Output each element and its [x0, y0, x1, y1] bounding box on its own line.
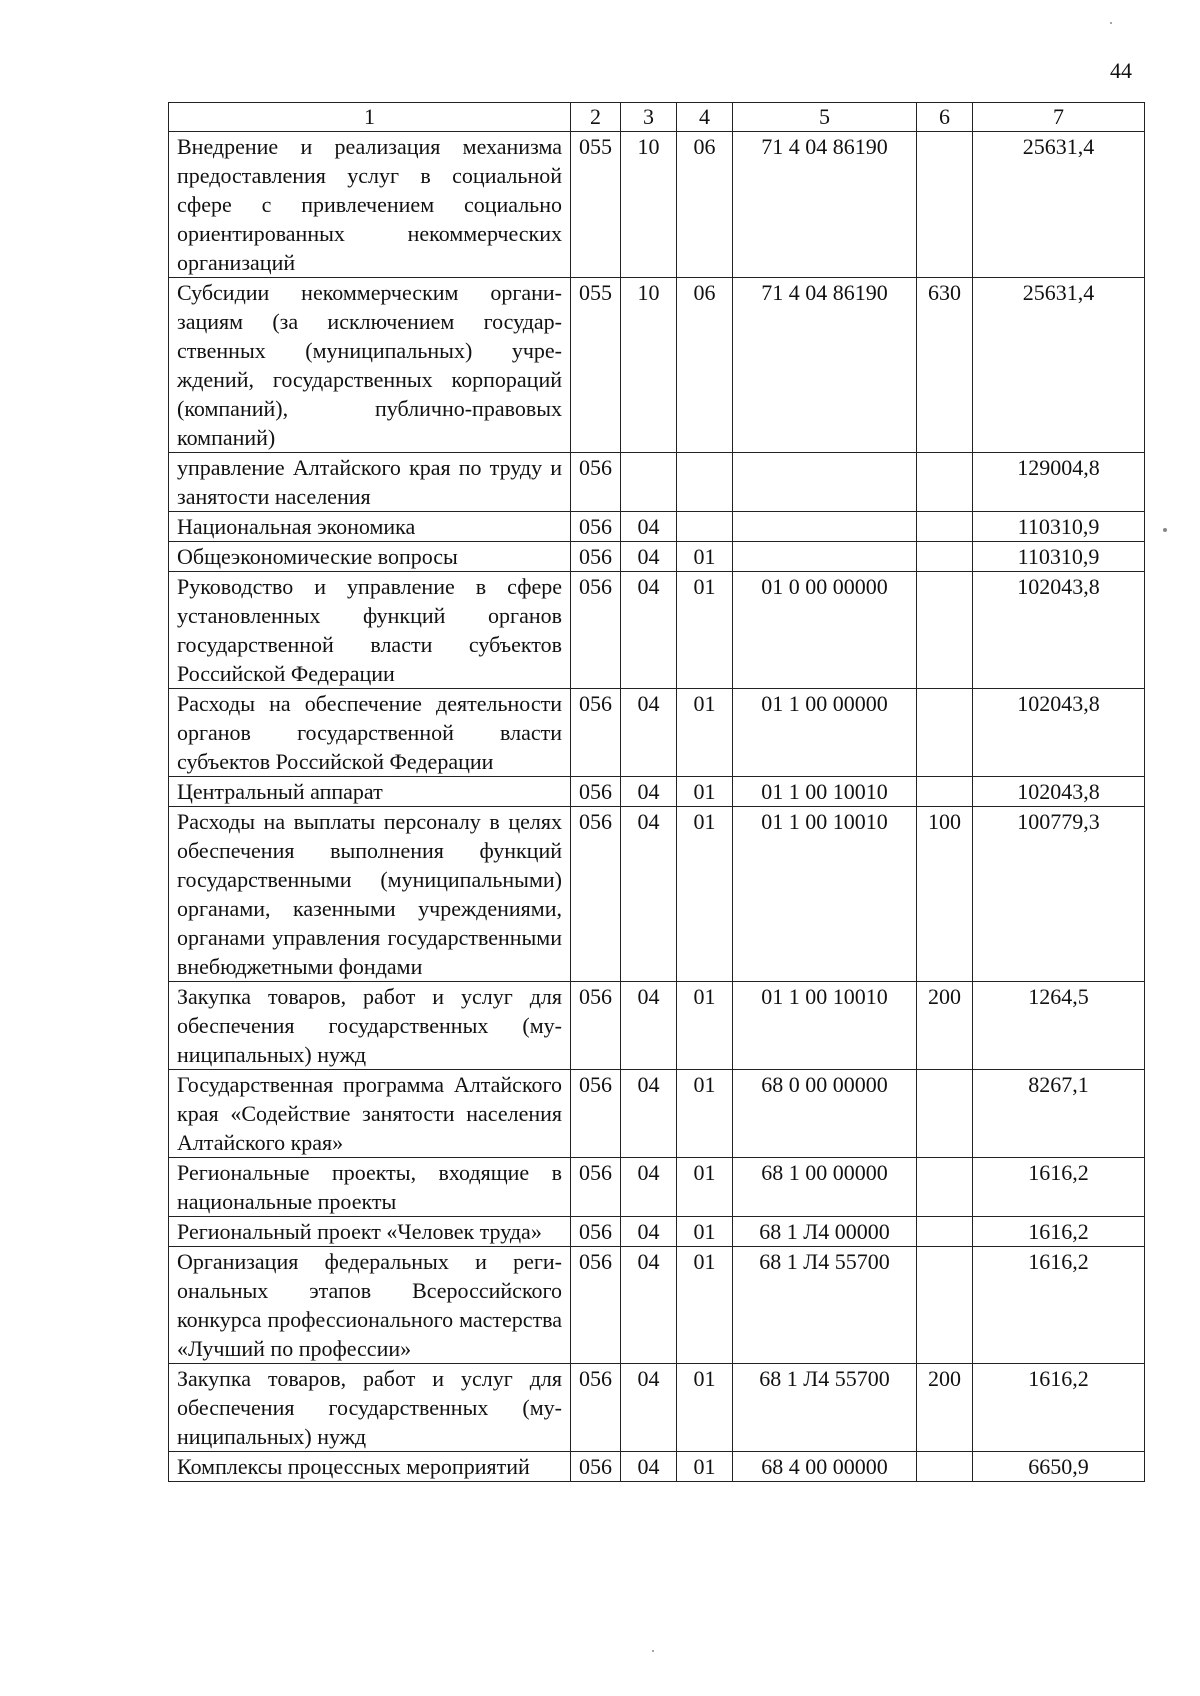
table-row: [169, 982, 1145, 1070]
cell-amount: 1264,5: [973, 982, 1145, 1070]
cell-code-expense-type: 200: [917, 982, 973, 1070]
cell-code-target: 68 4 00 00000: [733, 1452, 917, 1482]
cell-code-admin: 055: [571, 278, 621, 453]
cell-code-admin: 056: [571, 777, 621, 807]
cell-code-target: 68 1 00 00000: [733, 1158, 917, 1217]
cell-code-subsection: 01: [677, 1070, 733, 1158]
column-header: 2: [571, 103, 621, 132]
cell-amount: 102043,8: [973, 777, 1145, 807]
cell-code-subsection: 01: [677, 1452, 733, 1482]
cell-code-expense-type: [917, 689, 973, 777]
cell-code-subsection: [677, 453, 733, 512]
cell-name: Расходы на выплаты персоналу в целях обеспечения выполнения функций государственными (муниципальными) органами, казенными учреждениями, органами управления государственными внебюджетными фондами: [169, 807, 571, 982]
cell-code-subsection: 01: [677, 1217, 733, 1247]
cell-amount: 1616,2: [973, 1247, 1145, 1364]
cell-code-target: 01 1 00 00000: [733, 689, 917, 777]
cell-code-expense-type: 630: [917, 278, 973, 453]
cell-code-section: 04: [621, 982, 677, 1070]
cell-code-admin: 056: [571, 453, 621, 512]
cell-name: Центральный аппарат: [169, 777, 571, 807]
cell-code-admin: 056: [571, 689, 621, 777]
cell-code-admin: 055: [571, 132, 621, 278]
cell-code-admin: 056: [571, 807, 621, 982]
table-row: [169, 1217, 1145, 1247]
cell-code-expense-type: [917, 512, 973, 542]
cell-code-admin: 056: [571, 1247, 621, 1364]
cell-code-section: 04: [621, 1217, 677, 1247]
cell-code-expense-type: [917, 1217, 973, 1247]
cell-code-subsection: 01: [677, 1364, 733, 1452]
cell-code-admin: 056: [571, 512, 621, 542]
column-header: 6: [917, 103, 973, 132]
cell-code-section: 04: [621, 777, 677, 807]
cell-code-target: [733, 542, 917, 572]
table-row: [169, 1158, 1145, 1217]
cell-name: Руководство и управление в сфере установленных функций органов государственной власти субъектов Российской Федерации: [169, 572, 571, 689]
cell-name: Национальная экономика: [169, 512, 571, 542]
column-header: 1: [169, 103, 571, 132]
cell-code-target: 68 1 Л4 00000: [733, 1217, 917, 1247]
cell-code-target: 71 4 04 86190: [733, 132, 917, 278]
cell-code-admin: 056: [571, 572, 621, 689]
cell-code-subsection: 01: [677, 982, 733, 1070]
cell-code-section: 04: [621, 1364, 677, 1452]
cell-code-expense-type: [917, 1452, 973, 1482]
cell-code-expense-type: [917, 1247, 973, 1364]
table-row: [169, 1247, 1145, 1364]
cell-code-section: 04: [621, 1158, 677, 1217]
cell-amount: 110310,9: [973, 542, 1145, 572]
cell-code-admin: 056: [571, 1070, 621, 1158]
cell-amount: 129004,8: [973, 453, 1145, 512]
cell-code-target: 68 0 00 00000: [733, 1070, 917, 1158]
cell-name: Региональные проекты, входящие в национальные проекты: [169, 1158, 571, 1217]
cell-code-admin: 056: [571, 1452, 621, 1482]
table-row: [169, 512, 1145, 542]
cell-name: Закупка товаров, работ и услуг для обеспечения государственных (муниципальных) нужд: [169, 982, 571, 1070]
cell-code-target: 01 1 00 10010: [733, 982, 917, 1070]
cell-code-section: [621, 453, 677, 512]
cell-amount: 1616,2: [973, 1364, 1145, 1452]
cell-code-admin: 056: [571, 1158, 621, 1217]
table-row: [169, 1364, 1145, 1452]
table-row: [169, 542, 1145, 572]
cell-name: Субсидии некоммерческим организациям (за исключением государственных (муниципальных) учреждений, государственных корпораций (компаний), публично-правовых компаний): [169, 278, 571, 453]
scan-speck: [1163, 528, 1167, 532]
cell-code-section: 04: [621, 512, 677, 542]
cell-code-expense-type: 100: [917, 807, 973, 982]
table-row: [169, 1452, 1145, 1482]
cell-code-target: 68 1 Л4 55700: [733, 1364, 917, 1452]
cell-code-target: 01 1 00 10010: [733, 807, 917, 982]
cell-code-expense-type: 200: [917, 1364, 973, 1452]
cell-code-admin: 056: [571, 1217, 621, 1247]
cell-code-section: 04: [621, 1247, 677, 1364]
cell-name: Государственная программа Алтайского края «Содействие занятости населения Алтайского края»: [169, 1070, 571, 1158]
table-row: [169, 572, 1145, 689]
cell-code-section: 04: [621, 807, 677, 982]
table-row: [169, 132, 1145, 278]
cell-amount: 25631,4: [973, 278, 1145, 453]
cell-code-subsection: [677, 512, 733, 542]
cell-code-subsection: 01: [677, 572, 733, 689]
cell-amount: 110310,9: [973, 512, 1145, 542]
cell-name: Внедрение и реализация механизма предоставления услуг в социальной сфере с привлечением социально ориентированных некоммерческих организаций: [169, 132, 571, 278]
cell-code-expense-type: [917, 777, 973, 807]
cell-code-target: [733, 453, 917, 512]
cell-code-target: 01 0 00 00000: [733, 572, 917, 689]
cell-code-admin: 056: [571, 1364, 621, 1452]
cell-code-section: 04: [621, 572, 677, 689]
cell-amount: 8267,1: [973, 1070, 1145, 1158]
column-header: 7: [973, 103, 1145, 132]
table-row: [169, 807, 1145, 982]
cell-code-section: 04: [621, 689, 677, 777]
page-number: 44: [1110, 58, 1132, 83]
cell-code-subsection: 01: [677, 1247, 733, 1364]
cell-name: управление Алтайского края по труду и занятости населения: [169, 453, 571, 512]
column-header: 5: [733, 103, 917, 132]
header-row: [169, 103, 1145, 132]
cell-code-section: 04: [621, 1452, 677, 1482]
cell-code-expense-type: [917, 453, 973, 512]
cell-code-subsection: 01: [677, 807, 733, 982]
cell-code-section: 04: [621, 542, 677, 572]
cell-name: Комплексы процессных мероприятий: [169, 1452, 571, 1482]
cell-code-expense-type: [917, 132, 973, 278]
cell-code-section: 10: [621, 132, 677, 278]
cell-amount: 100779,3: [973, 807, 1145, 982]
table-body: [169, 132, 1145, 1482]
table-row: [169, 453, 1145, 512]
cell-name: Региональный проект «Человек труда»: [169, 1217, 571, 1247]
scan-speck: [1110, 22, 1112, 24]
cell-code-subsection: 06: [677, 278, 733, 453]
table-row: [169, 689, 1145, 777]
cell-code-target: [733, 512, 917, 542]
cell-code-expense-type: [917, 1070, 973, 1158]
cell-amount: 102043,8: [973, 689, 1145, 777]
cell-name: Закупка товаров, работ и услуг для обеспечения государственных (муниципальных) нужд: [169, 1364, 571, 1452]
cell-code-subsection: 01: [677, 1158, 733, 1217]
cell-code-admin: 056: [571, 542, 621, 572]
table-row: [169, 777, 1145, 807]
cell-name: Общеэкономические вопросы: [169, 542, 571, 572]
cell-amount: 1616,2: [973, 1158, 1145, 1217]
cell-code-target: 68 1 Л4 55700: [733, 1247, 917, 1364]
budget-table: [168, 102, 1145, 1482]
cell-amount: 6650,9: [973, 1452, 1145, 1482]
cell-code-expense-type: [917, 542, 973, 572]
table-row: [169, 278, 1145, 453]
cell-amount: 1616,2: [973, 1217, 1145, 1247]
table-header: [169, 103, 1145, 132]
cell-code-admin: 056: [571, 982, 621, 1070]
cell-code-target: 01 1 00 10010: [733, 777, 917, 807]
cell-amount: 25631,4: [973, 132, 1145, 278]
table-row: [169, 1070, 1145, 1158]
cell-name: Расходы на обеспечение деятельности органов государственной власти субъектов Российской Федерации: [169, 689, 571, 777]
column-header: 4: [677, 103, 733, 132]
scan-speck: [652, 1650, 654, 1652]
cell-name: Организация федеральных и региональных этапов Всероссийского конкурса профессионального мастерства «Лучший по профессии»: [169, 1247, 571, 1364]
column-header: 3: [621, 103, 677, 132]
cell-amount: 102043,8: [973, 572, 1145, 689]
cell-code-expense-type: [917, 1158, 973, 1217]
cell-code-subsection: 01: [677, 777, 733, 807]
cell-code-subsection: 01: [677, 542, 733, 572]
cell-code-target: 71 4 04 86190: [733, 278, 917, 453]
cell-code-subsection: 01: [677, 689, 733, 777]
cell-code-expense-type: [917, 572, 973, 689]
cell-code-section: 04: [621, 1070, 677, 1158]
cell-code-section: 10: [621, 278, 677, 453]
cell-code-subsection: 06: [677, 132, 733, 278]
